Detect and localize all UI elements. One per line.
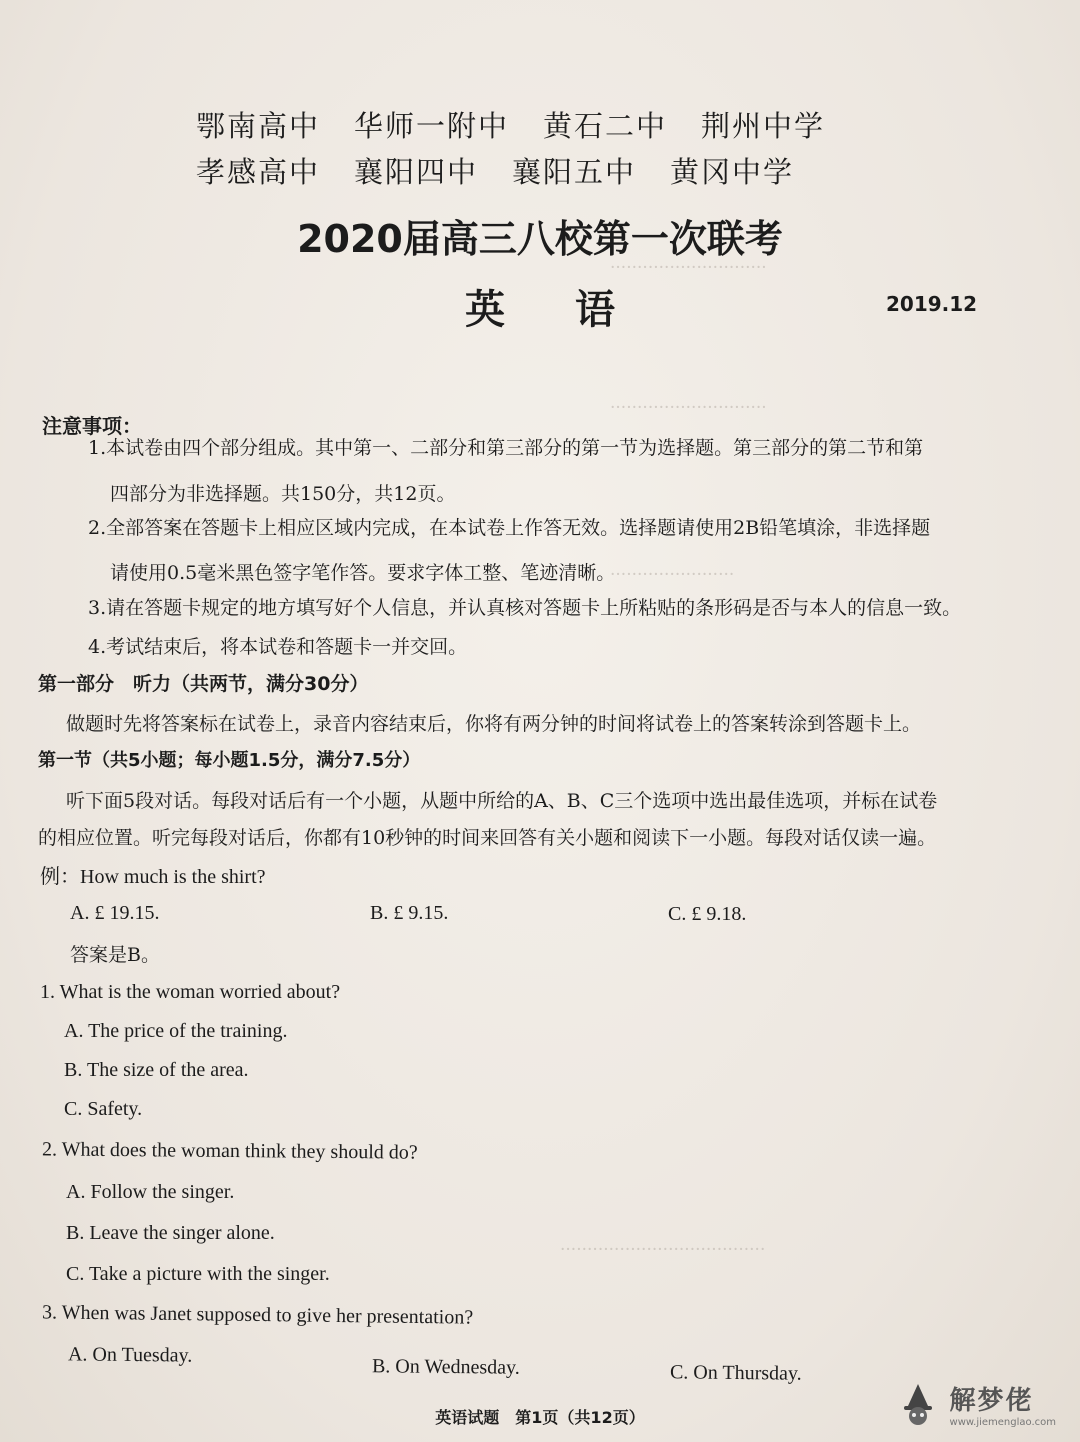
part-one-heading: 第一部分 听力（共两节，满分30分） (38, 673, 369, 695)
question-2-option-b: B. Leave the singer alone. (66, 1222, 275, 1244)
watermark-name: 解梦佬 (949, 1386, 1034, 1416)
notice-item-cont: 四部分为非选择题。共150分，共12页。 (110, 483, 456, 505)
school-name: 荆州中学 (701, 109, 826, 143)
question-1-option-b: B. The size of the area. (64, 1059, 249, 1081)
notice-item: 2.全部答案在答题卡上相应区域内完成，在本试卷上作答无效。选择题请使用2B铅笔填涂，非选择题 (88, 517, 931, 539)
example-question: 例：How much is the shirt? (40, 866, 266, 888)
example-option-a: A. £ 19.15. (70, 902, 160, 924)
school-name: 华师一附中 (354, 109, 510, 143)
question-1: 1. What is the woman worried about? (40, 981, 341, 1003)
section-one-instruction: 听下面5段对话。每段对话后有一个小题，从题中所给的A、B、C三个选项中选出最佳选项，并标在试卷 (66, 790, 938, 812)
schools-row-1 (196, 104, 859, 145)
question-2-option-a: A. Follow the singer. (66, 1181, 235, 1203)
notice-item: 4.考试结束后，将本试卷和答题卡一并交回。 (88, 636, 468, 658)
part-one-instruction: 做题时先将答案标在试卷上，录音内容结束后，你将有两分钟的时间将试卷上的答案转涂到答题卡上。 (66, 713, 922, 735)
question-1-option-c: C. Safety. (64, 1098, 143, 1120)
example-option-b: B. £ 9.15. (370, 902, 449, 924)
question-3-option-b: B. On Wednesday. (371, 1355, 520, 1379)
section-one-instruction-cont: 的相应位置。听完每段对话后，你都有10秒钟的时间来回答有关小题和阅读下一小题。每段对话仅读一遍。 (38, 827, 937, 849)
example-option-c: C. £ 9.18. (668, 903, 747, 925)
section-one-heading: 第一节（共5小题；每小题1.5分，满分7.5分） (38, 750, 421, 771)
question-3: 3. When was Janet supposed to give her presentation? (41, 1301, 474, 1329)
question-2: 2. What does the woman think they should do? (41, 1138, 418, 1164)
bleed-through-text: ······································ (560, 1240, 766, 1260)
school-name: 孝感高中 (196, 155, 321, 189)
school-name: 襄阳四中 (354, 155, 479, 189)
watermark-url: www.jiemenglao.com (949, 1417, 1056, 1428)
bleed-through-text: ····························· (610, 258, 767, 278)
notice-item: 3.请在答题卡规定的地方填写好个人信息，并认真核对答题卡上所粘贴的条形码是否与本人的信息一致。 (88, 597, 962, 619)
bleed-through-text: ····························· (610, 398, 767, 418)
notice-item: 1.本试卷由四个部分组成。其中第一、二部分和第三部分的第一节为选择题。第三部分的第二节和第 (88, 437, 924, 459)
school-name: 襄阳五中 (512, 155, 637, 189)
subject-title: 英语 (465, 287, 685, 333)
exam-title: 2020届高三八校第一次联考 (297, 217, 783, 261)
school-name: 黄冈中学 (670, 155, 795, 189)
schools-row-2 (196, 150, 828, 191)
notice-heading: 注意事项： (42, 414, 142, 438)
question-2-option-c: C. Take a picture with the singer. (66, 1263, 330, 1285)
page-footer: 英语试题 第1页（共12页） (435, 1408, 645, 1427)
question-1-option-a: A. The price of the training. (64, 1020, 288, 1042)
watermark (894, 1380, 1056, 1428)
exam-date: 2019.12 (886, 292, 978, 316)
bleed-through-text: ······················· (610, 565, 735, 585)
question-3-option-c: C. On Thursday. (669, 1361, 802, 1385)
question-3-option-a: A. On Tuesday. (67, 1343, 193, 1367)
wizard-logo-icon (894, 1380, 942, 1428)
school-name: 鄂南高中 (196, 109, 321, 143)
notice-item-cont: 请使用0.5毫米黑色签字笔作答。要求字体工整、笔迹清晰。 (110, 562, 616, 584)
school-name: 黄石二中 (543, 109, 668, 143)
example-answer: 答案是B。 (70, 944, 160, 966)
